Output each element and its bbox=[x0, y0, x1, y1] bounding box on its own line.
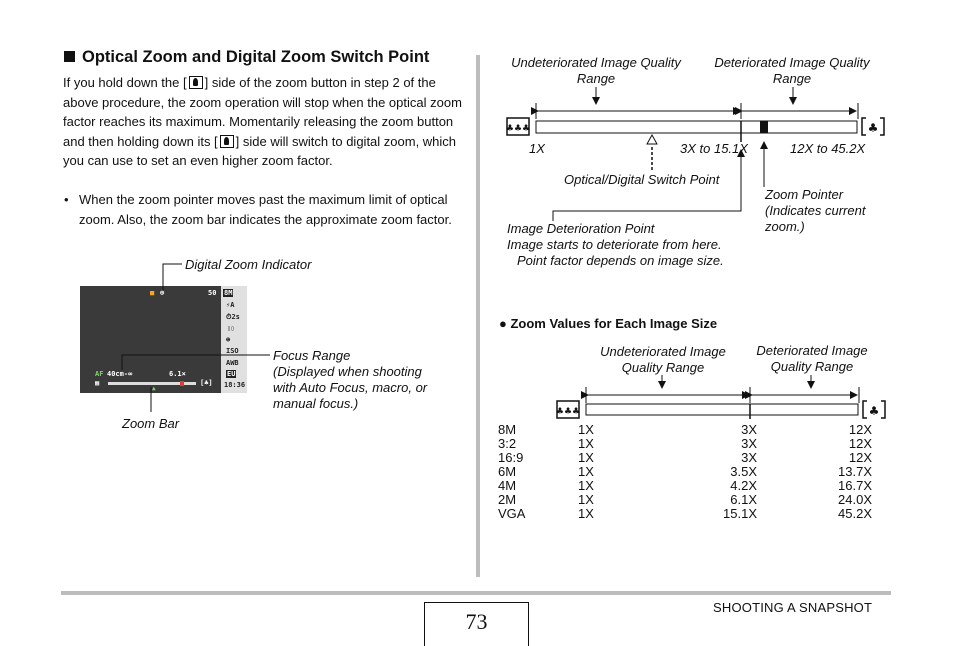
zoom-pointer-label: Zoom Pointer (Indicates current zoom.) bbox=[765, 187, 866, 234]
cell-min: 1X bbox=[578, 436, 594, 451]
cell-min: 1X bbox=[578, 492, 594, 507]
cell-size: 8M bbox=[498, 422, 517, 437]
image-size-icon: 8M bbox=[224, 289, 233, 297]
table-row bbox=[498, 493, 878, 507]
table-row bbox=[498, 465, 878, 479]
face-detect-icon: ☻ bbox=[226, 336, 231, 344]
cell-max: 13.7X bbox=[838, 464, 872, 479]
table-row bbox=[498, 423, 878, 437]
zoom-triangle-icon: ▲ bbox=[152, 385, 156, 392]
zoom-bar-label: Zoom Bar bbox=[122, 416, 180, 431]
cell-size: 3:2 bbox=[498, 436, 517, 451]
flash-icon: ⚡A bbox=[226, 301, 235, 309]
cell-size: 6M bbox=[498, 464, 517, 479]
cell-min: 1X bbox=[578, 450, 594, 465]
cell-optical: 4.2X bbox=[730, 478, 757, 493]
cell-optical: 3X bbox=[741, 436, 757, 451]
self-timer-icon: ⏱2s bbox=[226, 313, 240, 321]
intro-paragraph: If you hold down the [ ] side of the zoom button in step 2 of the above procedure, the zoom operation will stop when the optical zoom factor reaches its maximum. Momentarily releasing the zoom button and then holding down its [ ] side will switch to digital zoom, which you can use to set an even higher zoom factor. bbox=[63, 75, 462, 168]
cell-min: 1X bbox=[578, 506, 594, 521]
cell-optical: 6.1X bbox=[730, 492, 757, 507]
cell-size: 16:9 bbox=[498, 450, 524, 465]
svg-text:♣♣♣: ♣♣♣ bbox=[505, 124, 531, 134]
axis-label-1x: 1X bbox=[529, 141, 545, 156]
cell-size: 2M bbox=[498, 492, 517, 507]
telephoto-small-icon: [♣] bbox=[200, 379, 213, 387]
cell-optical: 3.5X bbox=[730, 464, 757, 479]
focus-range-value: 40cm-∞ bbox=[107, 370, 133, 378]
cell-max: 24.0X bbox=[838, 492, 872, 507]
af-indicator: AF bbox=[95, 370, 104, 378]
anti-shake-icon: ▯▯ bbox=[227, 325, 235, 332]
cell-max: 16.7X bbox=[838, 478, 872, 493]
svg-text:♣♣♣: ♣♣♣ bbox=[555, 407, 581, 417]
shots-remaining: 50 bbox=[208, 289, 217, 297]
clock-time: 18:36 bbox=[224, 381, 246, 389]
switch-point-label: Optical/Digital Switch Point bbox=[564, 172, 720, 187]
digital-zoom-indicator-label: Digital Zoom Indicator bbox=[185, 257, 312, 272]
table-row bbox=[498, 451, 878, 465]
axis-label-optical-max: 3X to 15.1X bbox=[680, 141, 748, 156]
bullet-dot-icon: • bbox=[64, 192, 69, 207]
cell-max: 12X bbox=[848, 436, 872, 451]
deterioration-point-label: Image Deterioration Point Image starts to deteriorate from here. Point factor depends on image size. bbox=[507, 221, 724, 268]
circle-bullet-icon: ● bbox=[499, 316, 511, 331]
eu-label: EU bbox=[227, 370, 236, 378]
table-row bbox=[498, 437, 878, 451]
deteriorated-range-label: Deteriorated Image Quality Range bbox=[714, 55, 870, 86]
cell-optical: 3X bbox=[741, 422, 757, 437]
camera-mode-icon: ■ bbox=[150, 289, 155, 297]
cell-size: 4M bbox=[498, 478, 517, 493]
axis-label-digital-max: 12X to 45.2X bbox=[790, 141, 866, 156]
svg-text:♣: ♣ bbox=[868, 404, 880, 418]
digital-zoom-indicator-icon: ⊕ bbox=[160, 289, 165, 297]
cell-size: VGA bbox=[498, 506, 526, 521]
bullet-note: • When the zoom pointer moves past the maximum limit of optical zoom. Also, the zoom bar indicates the approximate zoom factor. bbox=[64, 192, 452, 227]
cell-min: 1X bbox=[578, 422, 594, 437]
cell-max: 12X bbox=[848, 450, 872, 465]
cell-optical: 3X bbox=[741, 450, 757, 465]
table-deteriorated-label: Deteriorated Image Quality Range bbox=[756, 343, 868, 374]
footer-section-name: SHOOTING A SNAPSHOT bbox=[713, 600, 873, 615]
cell-min: 1X bbox=[578, 478, 594, 493]
page-number: 73 bbox=[424, 602, 529, 646]
cell-optical: 15.1X bbox=[723, 506, 757, 521]
table-undeteriorated-label: Undeteriorated Image Quality Range bbox=[600, 344, 726, 375]
table-row bbox=[498, 479, 878, 493]
undeteriorated-range-label: Undeteriorated Image Quality Range bbox=[511, 55, 681, 86]
iso-label: ISO bbox=[226, 347, 239, 355]
cell-max: 45.2X bbox=[838, 506, 872, 521]
grid-icon: ▦ bbox=[95, 379, 100, 387]
cell-max: 12X bbox=[848, 422, 872, 437]
section-title-text: Optical Zoom and Digital Zoom Switch Point bbox=[82, 48, 430, 66]
focus-range-label: Focus Range (Displayed when shooting with Auto Focus, macro, or manual focus.) bbox=[273, 348, 428, 411]
table-row bbox=[498, 507, 878, 521]
awb-label: AWB bbox=[226, 359, 239, 367]
zoom-factor-value: 6.1× bbox=[169, 370, 186, 378]
cell-min: 1X bbox=[578, 464, 594, 479]
svg-text:♣: ♣ bbox=[867, 121, 879, 135]
zoom-values-title: ● Zoom Values for Each Image Size bbox=[499, 316, 718, 331]
